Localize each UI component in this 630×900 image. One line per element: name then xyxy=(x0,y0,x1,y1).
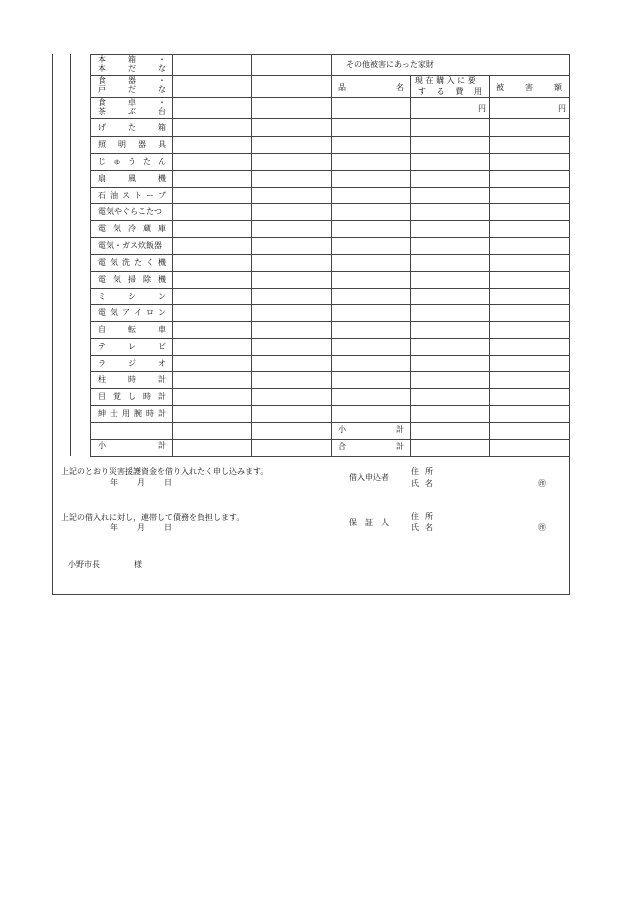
yen-unit: 円 xyxy=(478,104,486,113)
table-row-line xyxy=(331,405,570,406)
subtotal-part: 計 xyxy=(158,441,166,450)
furniture-item-label xyxy=(98,137,166,152)
item-label-part: ラ xyxy=(98,358,106,368)
item-label-part: 計 xyxy=(158,392,166,401)
table-row-line xyxy=(331,203,570,204)
furniture-item-label xyxy=(98,255,166,270)
table-row-line xyxy=(90,456,331,457)
table-row-line xyxy=(331,388,570,389)
table-row-line xyxy=(331,422,570,423)
col-item-name: 品 名 xyxy=(338,83,404,92)
item-label-part: ゅ xyxy=(113,157,121,166)
item-label-line xyxy=(98,76,166,85)
furniture-item-label xyxy=(98,289,166,303)
item-label-part: 目 xyxy=(98,392,106,401)
item-label-part: た xyxy=(128,122,136,132)
table-row-line xyxy=(331,321,570,322)
item-label-part: じ xyxy=(98,157,106,166)
item-label-part: 茶 xyxy=(98,107,106,116)
table-row-line xyxy=(331,153,570,154)
item-label-line xyxy=(98,98,166,107)
item-label-part: 本 xyxy=(98,55,106,64)
item-label-part: 扇 xyxy=(98,174,106,183)
furniture-item-label xyxy=(98,322,166,337)
item-label-part: 時 xyxy=(146,409,154,418)
table-line xyxy=(331,54,332,456)
item-label-part: 時 xyxy=(128,375,136,384)
item-label-line xyxy=(98,85,166,94)
item-label-part: 用 xyxy=(122,409,130,418)
item-label-part: ビ xyxy=(158,342,166,351)
item-label-part: 冷 xyxy=(128,224,136,233)
table-row-line xyxy=(331,371,570,372)
col-cost-line1: 現 在 購 入 に 要 xyxy=(415,76,476,85)
item-label-part: 除 xyxy=(143,275,151,284)
table-row-line xyxy=(331,254,570,255)
furniture-item-label xyxy=(98,389,166,404)
item-label-part: 油 xyxy=(110,190,118,200)
item-label-part: 転 xyxy=(128,325,136,334)
item-label-part: レ xyxy=(128,342,136,351)
table-row-line xyxy=(331,439,570,440)
item-label-part: 紳 xyxy=(98,409,106,418)
item-label-part: 気 xyxy=(113,224,121,233)
item-label-part: 風 xyxy=(128,174,136,183)
table-row-line xyxy=(331,271,570,272)
guarantor-name-label: 氏 名 xyxy=(411,523,433,532)
item-label-part: げ xyxy=(98,122,106,132)
item-label-part: シ xyxy=(128,291,136,301)
furniture-item-label xyxy=(98,406,166,421)
item-label-part: な xyxy=(158,64,166,73)
item-label-part: 掃 xyxy=(128,275,136,284)
item-label-part: し xyxy=(128,392,136,401)
right-total-label: 合 計 xyxy=(338,442,404,451)
item-label-part: 気 xyxy=(110,308,118,317)
left-subtotal-label xyxy=(98,441,166,451)
seal-mark: ㊞ xyxy=(538,479,546,488)
item-label-part: 電 xyxy=(98,308,106,317)
table-line xyxy=(410,75,411,456)
item-label-part: 食 xyxy=(98,98,106,107)
furniture-item-label xyxy=(98,76,166,96)
table-row-line xyxy=(331,187,570,188)
table-row-line xyxy=(331,220,570,221)
item-label-part: 器 xyxy=(138,140,146,149)
item-label-part: テ xyxy=(98,342,106,351)
table-line xyxy=(251,54,252,456)
margin-line xyxy=(90,54,91,456)
item-label-part: イ xyxy=(134,308,142,317)
item-label-part: ジ xyxy=(128,358,136,368)
item-label-part: 覚 xyxy=(113,392,121,401)
item-label-part: ん xyxy=(158,157,166,166)
furniture-item-label xyxy=(98,339,166,354)
item-label-line xyxy=(98,107,166,116)
item-label-part: ・ xyxy=(158,98,166,107)
item-label-part: 卓 xyxy=(128,98,136,107)
guarantor-label: 保 証 人 xyxy=(349,518,389,527)
item-label-part: ア xyxy=(122,308,130,317)
yen-unit: 円 xyxy=(558,104,566,113)
furniture-item-label xyxy=(98,356,166,370)
borrower-address-label: 住 所 xyxy=(411,467,433,476)
furniture-item-label xyxy=(98,98,166,117)
item-label-part: ブ xyxy=(158,190,166,200)
item-label-line xyxy=(98,64,166,73)
borrower-label: 借入申込者 xyxy=(349,473,389,482)
furniture-item-label xyxy=(98,171,166,186)
application-statement: 上記のとおり災害援護資金を借り入れたく申し込みます。 xyxy=(61,467,269,476)
guarantor-address-label: 住 所 xyxy=(411,512,433,521)
item-label-part: 食 xyxy=(98,76,106,85)
item-label-part: 電 xyxy=(98,258,106,267)
item-label-part: 車 xyxy=(158,325,166,334)
item-label-part: う xyxy=(128,157,136,166)
item-label-part: ミ xyxy=(98,291,106,301)
item-label-part: 箱 xyxy=(128,55,136,64)
table-row-line xyxy=(331,338,570,339)
item-label-part: 気 xyxy=(113,275,121,284)
table-row-line xyxy=(331,118,570,119)
item-label-part: 計 xyxy=(158,409,166,418)
item-label-part: ス xyxy=(122,190,130,200)
furniture-item-label xyxy=(98,55,166,74)
table-row-line xyxy=(331,456,570,457)
item-label-part: 時 xyxy=(143,392,151,401)
item-label-line xyxy=(98,55,166,64)
table-line xyxy=(172,54,173,456)
item-label-part: だ xyxy=(128,85,136,94)
borrower-name-label: 氏 名 xyxy=(411,479,433,488)
item-label-part: 台 xyxy=(158,107,166,116)
furniture-item-label xyxy=(98,204,166,219)
addressee: 小野市長 xyxy=(68,560,100,569)
item-label-part: 蔵 xyxy=(143,224,151,233)
item-label-part: 腕 xyxy=(134,409,142,418)
table-row-line xyxy=(331,170,570,171)
margin-line xyxy=(70,54,71,456)
item-label-part: だ xyxy=(128,64,136,73)
subtotal-part: 小 xyxy=(98,441,106,450)
table-row-line xyxy=(331,355,570,356)
item-label-part: な xyxy=(158,85,166,94)
item-label-part: 気 xyxy=(110,258,118,267)
right-table-header: その他被害にあった家財 xyxy=(346,60,434,69)
guarantee-statement: 上記の借入れに対し，連帯して債務を負担します。 xyxy=(61,513,245,522)
item-label-part: 照 xyxy=(98,140,106,149)
table-row-line xyxy=(331,237,570,238)
furniture-item-label xyxy=(98,119,166,135)
furniture-item-label xyxy=(98,238,166,253)
col-damage: 被 害 額 xyxy=(496,83,562,92)
item-label-part: 具 xyxy=(158,140,166,149)
item-label-part: 箱 xyxy=(158,122,166,132)
item-label-part: た xyxy=(134,258,142,267)
guarantee-date: 年 月 日 xyxy=(110,523,172,532)
col-cost-line2: す る 費 用 xyxy=(418,87,482,96)
item-label-part: 電 xyxy=(98,275,106,284)
item-label-part: 計 xyxy=(158,375,166,384)
application-date: 年 月 日 xyxy=(110,478,172,487)
item-label-part: ト xyxy=(134,190,142,200)
furniture-item-label xyxy=(98,305,166,320)
furniture-item-label xyxy=(98,272,166,287)
table-row-line xyxy=(331,304,570,305)
addressee-honorific: 様 xyxy=(134,560,142,569)
item-label-part: 洗 xyxy=(122,258,130,267)
item-label-part: ン xyxy=(158,291,166,301)
item-label-part: 庫 xyxy=(158,224,166,233)
furniture-item-label xyxy=(98,188,166,202)
item-label-part: 機 xyxy=(158,258,166,267)
item-label-part: 柱 xyxy=(98,375,106,384)
item-label-part: 電気やぐらこたつ xyxy=(98,207,162,216)
table-row-line xyxy=(331,97,570,98)
item-label-part: 士 xyxy=(110,409,118,418)
item-label-part: 本 xyxy=(98,64,106,73)
seal-mark: ㊞ xyxy=(538,523,546,532)
item-label-part: 石 xyxy=(98,190,106,200)
item-label-part: オ xyxy=(158,358,166,368)
item-label-part: 電 xyxy=(98,224,106,233)
item-label-part: 戸 xyxy=(98,85,106,94)
item-label-part: 機 xyxy=(158,174,166,183)
item-label-part: ・ xyxy=(158,76,166,85)
furniture-item-label xyxy=(98,372,166,387)
item-label-part: ぶ xyxy=(128,107,136,116)
item-label-part: 器 xyxy=(128,76,136,85)
item-label-part: く xyxy=(146,258,154,267)
item-label-part: ン xyxy=(158,308,166,317)
furniture-item-label xyxy=(98,221,166,236)
item-label-part: ー xyxy=(146,190,154,200)
item-label-part: 電気・ガス炊飯器 xyxy=(98,241,162,250)
furniture-item-label xyxy=(98,423,166,438)
item-label-part: ・ xyxy=(158,55,166,64)
item-label-part: 機 xyxy=(158,275,166,284)
table-row-line xyxy=(331,288,570,289)
table-row-line xyxy=(90,439,331,440)
item-label-part: ロ xyxy=(146,308,154,317)
table-row-line xyxy=(331,136,570,137)
item-label-part: 自 xyxy=(98,325,106,334)
furniture-item-label xyxy=(98,154,166,169)
item-label-part: た xyxy=(143,157,151,166)
right-subtotal-label: 小 計 xyxy=(338,425,404,434)
table-line xyxy=(489,75,490,456)
item-label-part: 明 xyxy=(118,140,126,149)
